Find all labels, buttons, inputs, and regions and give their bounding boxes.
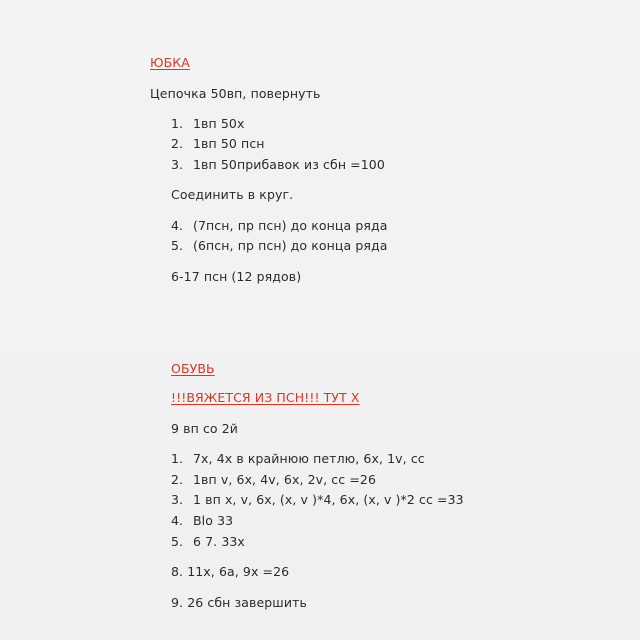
- shoes-row-8: 8. 11х, 6а, 9х =26: [171, 564, 290, 579]
- row-number: 2.: [171, 472, 184, 487]
- row-text: 1вп v, 6х, 4v, 6х, 2v, сс =26: [193, 472, 376, 487]
- row-number: 3.: [171, 157, 184, 172]
- row-number: 4.: [171, 218, 184, 233]
- row-number: 5.: [171, 534, 184, 549]
- row-text: 7х, 4х в крайнюю петлю, 6х, 1v, сс: [193, 451, 425, 466]
- skirt-row-2: [171, 136, 265, 152]
- skirt-final-rows: 6-17 псн (12 рядов): [171, 269, 302, 284]
- row-text: (6псн, пр псн) до конца ряда: [193, 238, 388, 253]
- row-number: 1.: [171, 451, 184, 466]
- shoes-row-2: [171, 472, 376, 488]
- skirt-row-4: [171, 218, 387, 234]
- skirt-intro: Цепочка 50вп, повернуть: [150, 86, 321, 101]
- skirt-join: Соединить в круг.: [171, 187, 294, 202]
- row-text: 1вп 50х: [193, 116, 245, 131]
- row-text: 6 7. 33х: [193, 534, 245, 549]
- row-text: 1вп 50 псн: [193, 136, 265, 151]
- shoes-row-5: [171, 534, 245, 550]
- shoes-intro: 9 вп со 2й: [171, 421, 239, 436]
- skirt-row-3: [171, 157, 385, 173]
- shoes-heading: ОБУВЬ: [171, 361, 215, 376]
- skirt-row-5: [171, 238, 387, 254]
- row-number: 3.: [171, 492, 184, 507]
- shoes-row-9: 9. 26 сбн завершить: [171, 595, 307, 610]
- shoes-row-1: [171, 451, 425, 467]
- skirt-heading: ЮБКА: [150, 55, 190, 70]
- row-text: 1 вп х, v, 6х, (х, v )*4, 6х, (х, v )*2 сс =33: [193, 492, 464, 507]
- shoes-row-3: [171, 492, 464, 508]
- row-text: (7псн, пр псн) до конца ряда: [193, 218, 388, 233]
- row-number: 4.: [171, 513, 184, 528]
- row-number: 5.: [171, 238, 184, 253]
- row-text: Blo 33: [193, 513, 234, 528]
- shoes-warning: !!!ВЯЖЕТСЯ ИЗ ПСН!!! ТУТ Х: [171, 390, 360, 405]
- row-number: 2.: [171, 136, 184, 151]
- row-text: 1вп 50прибавок из сбн =100: [193, 157, 385, 172]
- skirt-row-1: [171, 116, 244, 132]
- shoes-row-4: [171, 513, 233, 529]
- row-number: 1.: [171, 116, 184, 131]
